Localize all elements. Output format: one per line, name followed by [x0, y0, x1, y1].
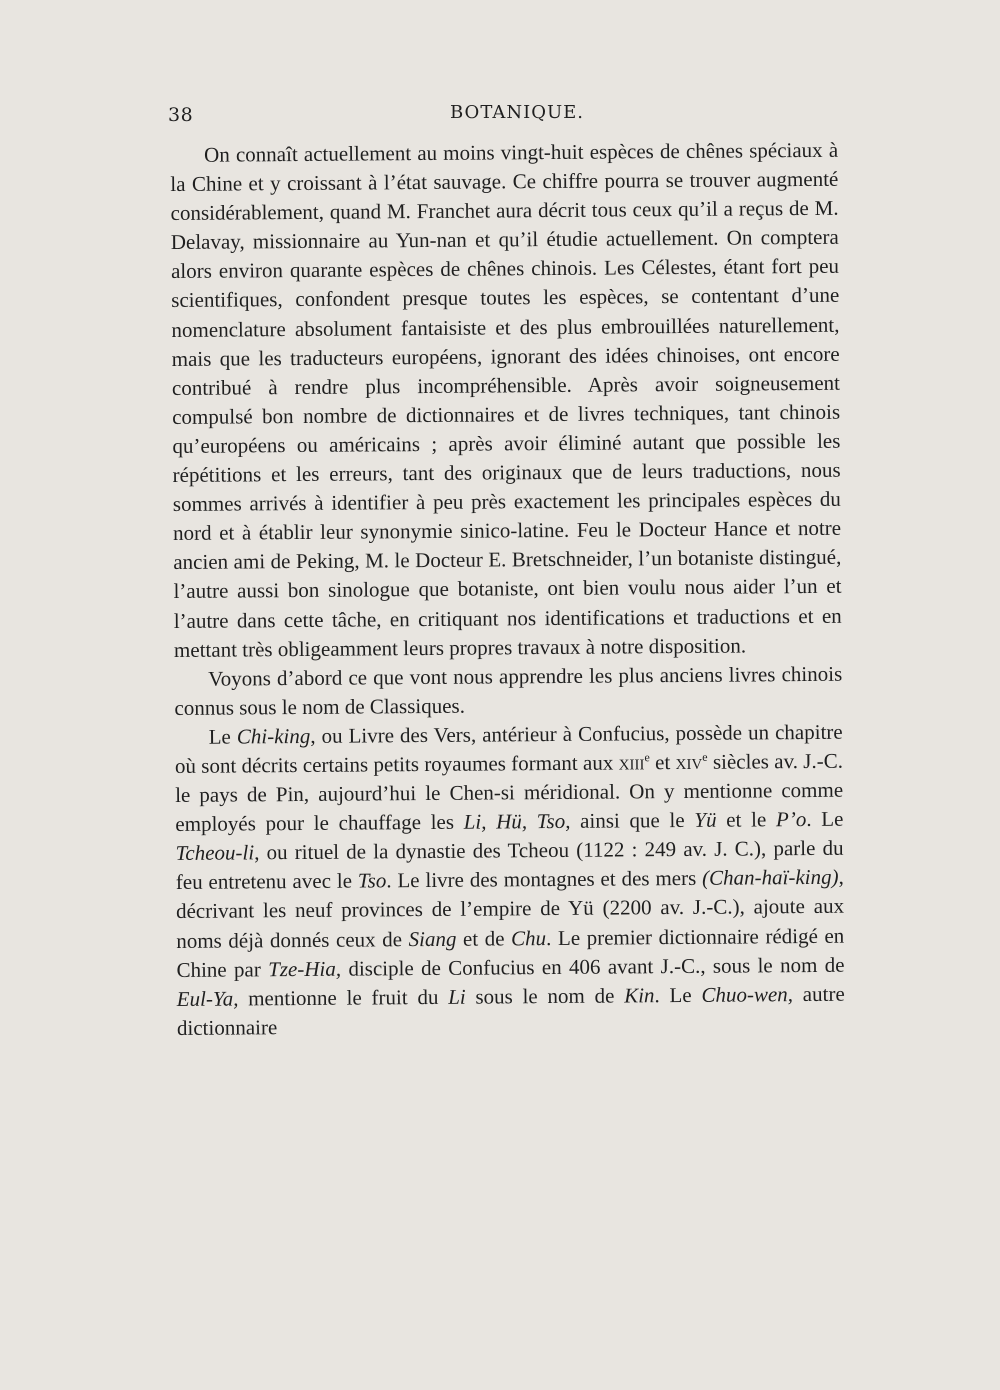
page-number: 38 [168, 104, 194, 126]
italic-term-chu: Chu [511, 925, 547, 950]
italic-term-yu: Yü [694, 807, 717, 833]
running-title: BOTANIQUE. [450, 102, 584, 123]
text-run: mentionne le fruit du [238, 984, 449, 1011]
italic-term-kin: Kin [624, 982, 655, 1008]
text-run: , décrivant les neuf provinces de l’empire de Yü (2200 av. J.-C.), ajoute aux noms déjà donnés ceux de [175, 865, 845, 953]
text-run: . Le livre des montagnes et des mers [386, 866, 703, 893]
text-run: autre dictionnaire [176, 981, 845, 1040]
italic-term-tso: Tso [357, 868, 387, 893]
text-run: disciple de Confucius en 406 avant J.-C., sous le nom de [340, 952, 845, 981]
text-run: . Le [654, 982, 702, 1007]
text-run: et de [456, 925, 512, 951]
italic-term-li-hu-tso: Li, Hü, Tso, [463, 809, 571, 834]
body-text [170, 136, 845, 1043]
running-head [0, 100, 1000, 130]
text-run: , ou rituel de la dynastie des Tcheou (1122 : 249 av. J. C.), parle du feu entretenu avec le [175, 835, 844, 895]
text-run: siècles av. J.-C. le pays de Pin, aujourd’hui le Chen-si méridional. On y mentionne comme employés pour le chauffage les [175, 748, 844, 837]
text-run: sous le nom de [465, 983, 625, 1009]
text-run: Le [208, 724, 237, 749]
text-run: . Le premier dictionnaire rédigé en Chine par [176, 923, 845, 982]
italic-term-li: Li [448, 984, 466, 1009]
italic-term-chuo-wen: Chuo-wen, [701, 981, 794, 1007]
italic-term-siang: Siang [408, 926, 457, 951]
italic-term-tze-hia: Tze-Hia, [268, 956, 342, 981]
paragraph-1: On connaît actuellement au moins vingt-huit espèces de chênes spéciaux à la Chine et y croissant à l’état sauvage. Ce chiffre pourra se trouver augmenté considérablement, quand M. Franchet aura décrit tous ceux qu’il a reçus de M. Delavay, missionnaire au Yun-nan et qu’il étudie actuellement. On comptera alors environ quarante espèces de chênes chinois. Les Célestes, étant fort peu scientifiques, confondent presque toutes les espèces, se contentant d’une nomenclature absolument fantaisiste et des plus embrouillées naturellement, mais que les traducteurs européens, ignorant des idées chinoises, ont encore contribué à rendre plus incompréhensible. Après avoir soigneusement compulsé bon nombre de dictionnaires et de livres techniques, tant chinois qu’européens ou américains ; après avoir éliminé autant que possible les répétitions et les erreurs, tant des originaux que de leurs traductions, nous sommes arrivés à identifier à peu près exactement les principales espèces du nord et à établir leur synonymie sinico-latine. Feu le Docteur Hance et notre ancien ami de Peking, M. le Docteur E. Bretschneider, l’un botaniste distingué, l’autre aussi bon sinologue que botaniste, ont bien voulu nous aider l’un et l’autre dans cette tâche, en critiquant nos identifications et traductions et en mettant très obligeamment leurs propres travaux à notre disposition. [170, 137, 842, 662]
paragraph-2: Voyons d’abord ce que vont nous apprendre les plus anciens livres chinois connus sous le nom de Classiques. [174, 661, 843, 720]
italic-term-chan-hai-king: (Chan-haï-king) [701, 865, 839, 891]
italic-term-po: P’o [775, 807, 807, 832]
text-run: ainsi que le [570, 808, 695, 834]
text-run: et [649, 750, 676, 775]
ordinal-superscript: e [702, 749, 708, 764]
ordinal-superscript: e [644, 750, 650, 765]
italic-term-chi-king: Chi-king [236, 723, 311, 749]
century-numeral-xiii: xiii [618, 750, 645, 775]
italic-term-tcheou-li: Tcheou-li [175, 840, 255, 866]
century-numeral-xiv: xiv [675, 749, 703, 775]
text-run: . Le [806, 806, 844, 832]
italic-term-eul-ya: Eul-Ya, [176, 986, 239, 1011]
text-run: et le [716, 807, 777, 832]
paragraph-3 [175, 718, 845, 1043]
text-run: , ou Livre des Vers, antérieur à Confucius, possède un chapitre où sont décrits certains petits royaumes formant aux [174, 719, 843, 778]
